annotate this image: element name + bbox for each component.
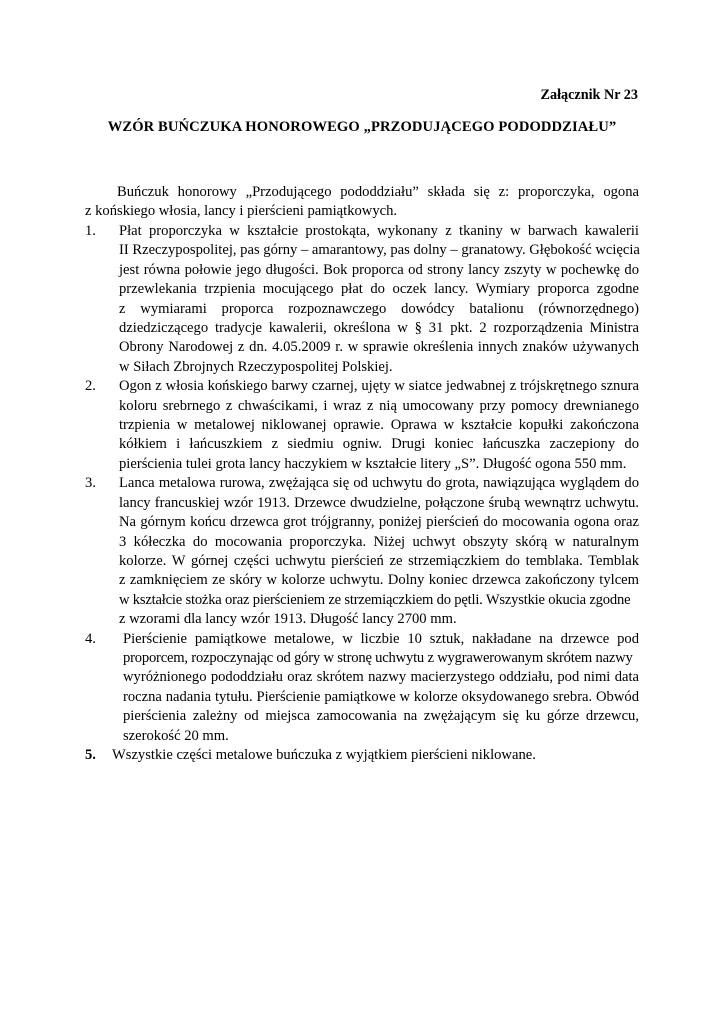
list-item-2 <box>85 377 639 474</box>
list-item-line: pierścienia zależny od miejsca zamocowania na zwężającym się ku górze drzewcu, <box>123 708 639 725</box>
list-item-number: 3. <box>85 475 96 492</box>
list-item-line: roczna nadania tytułu. Pierścienie pamiątkowe w kolorze oksydowanego srebra. Obwód <box>123 688 639 705</box>
list-item-line: Pierścienie pamiątkowe metalowe, w liczbie 10 sztuk, nakładane na drzewce pod <box>123 630 639 647</box>
list-item-number: 1. <box>85 223 96 239</box>
annex-label: Załącznik Nr 23 <box>540 87 638 103</box>
list-item-line: jest równa połowie jego długości. Bok proporca od strony lancy zszyty w pochewkę do <box>119 261 639 278</box>
list-item-line: szerokość 20 mm. <box>123 727 229 744</box>
list-item-line: z zamknięciem ze skóry w kolorze uchwytu. Dolny koniec drzewca zakończony tylcem <box>119 572 639 589</box>
list-item-number: 2. <box>85 378 96 395</box>
list-item-line: proporcem, rozpoczynając od góry w stronę uchwytu z wygrawerowanym skrótem nazwy <box>123 649 633 666</box>
list-item-line: w kształcie stożka oraz pierścieniem ze strzemiączkiem do pętli. Wszystkie okucia zgodne <box>119 591 631 608</box>
list-item-line: lancy francuskiej wzór 1913. Drzewce dwudzielne, połączone śrubą wewnątrz uchwytu. <box>119 494 639 511</box>
list-item-line: trzpienia w metalowej niklowanej oprawie. Oprawa w kształcie kopułki zakończona <box>119 417 639 434</box>
list-item-line: Ogon z włosia końskiego barwy czarnej, ujęty w siatce jedwabnej z trójskrętnego sznura <box>119 378 639 395</box>
list-item-line: koloru srebrnego z chwaścikami, i wraz z nią umocowany przy pomocy drewnianego <box>119 397 639 414</box>
list-item-line: II Rzeczypospolitej, pas górny – amarantowy, pas dolny – granatowy. Głębokość wcięcia <box>119 242 640 259</box>
list-item-line: dziedziczącego tradycje kawalerii, określona w § 31 pkt. 2 rozporządzenia Ministra <box>119 320 639 337</box>
list-item-line: Wszystkie części metalowe buńczuka z wyjątkiem pierścieni niklowane. <box>112 746 536 763</box>
list-item-number: 5. <box>85 746 96 763</box>
list-item-number: 4. <box>85 630 96 647</box>
list-item-line: Obrony Narodowej z dn. 4.05.2009 r. w sprawie określenia innych znaków używanych <box>119 339 639 356</box>
list-item-line: z wymiarami proporca rozpoznawczego dowódcy batalionu (równorzędnego) <box>119 300 639 317</box>
list-item-line: w Siłach Zbrojnych Rzeczypospolitej Polskiej. <box>119 358 393 375</box>
document-title: WZÓR BUŃCZUKA HONOROWEGO „PRZODUJĄCEGO PODODDZIAŁU” <box>107 119 617 135</box>
list-item-line: Płat proporczyka w kształcie prostokąta, wykonany z tkaniny w barwach kawalerii <box>119 223 639 239</box>
list-item-3 <box>85 474 639 629</box>
numbered-list <box>85 222 639 765</box>
list-item-line: Na górnym końcu drzewca grot trójgranny, poniżej pierścień do mocowania ogona oraz <box>119 514 639 531</box>
intro-line: Buńczuk honorowy „Przodującego pododdziału” składa się z: proporczyka, ogona <box>117 184 639 200</box>
list-item-1 <box>85 222 639 377</box>
list-item-4 <box>85 630 639 746</box>
list-item-line: przewlekania trzpienia mocującego płat do oczek lancy. Wymiary proporca zgodne <box>119 281 639 298</box>
list-item-line: wyróżnionego pododdziału oraz skrótem nazwy macierzystego oddziału, pod nimi data <box>123 669 639 686</box>
list-item-line: kolorze. W górnej części uchwytu pierścień ze strzemiączkiem do temblaka. Temblak <box>119 552 639 569</box>
list-item-line: kółkiem i łańcuszkiem z siedmiu ogniw. Drugi koniec łańcuszka zaczepiony do <box>119 436 639 453</box>
list-item-5 <box>85 746 639 765</box>
list-item-line: Lanca metalowa rurowa, zwężająca się od uchwytu do grota, nawiązująca wyglądem do <box>119 475 639 492</box>
intro-paragraph <box>85 183 639 222</box>
list-item-line: z wzorami dla lancy wzór 1913. Długość lancy 2700 mm. <box>119 611 457 628</box>
intro-line: z końskiego włosia, lancy i pierścieni pamiątkowych. <box>85 203 398 220</box>
list-item-line: 3 kółeczka do mocowania proporczyka. Niżej uchwyt obszyty skórą w naturalnym <box>119 533 639 550</box>
list-item-line: pierścienia tulei grota lancy haczykiem w kształcie litery „S”. Długość ogona 550 mm. <box>119 455 627 472</box>
